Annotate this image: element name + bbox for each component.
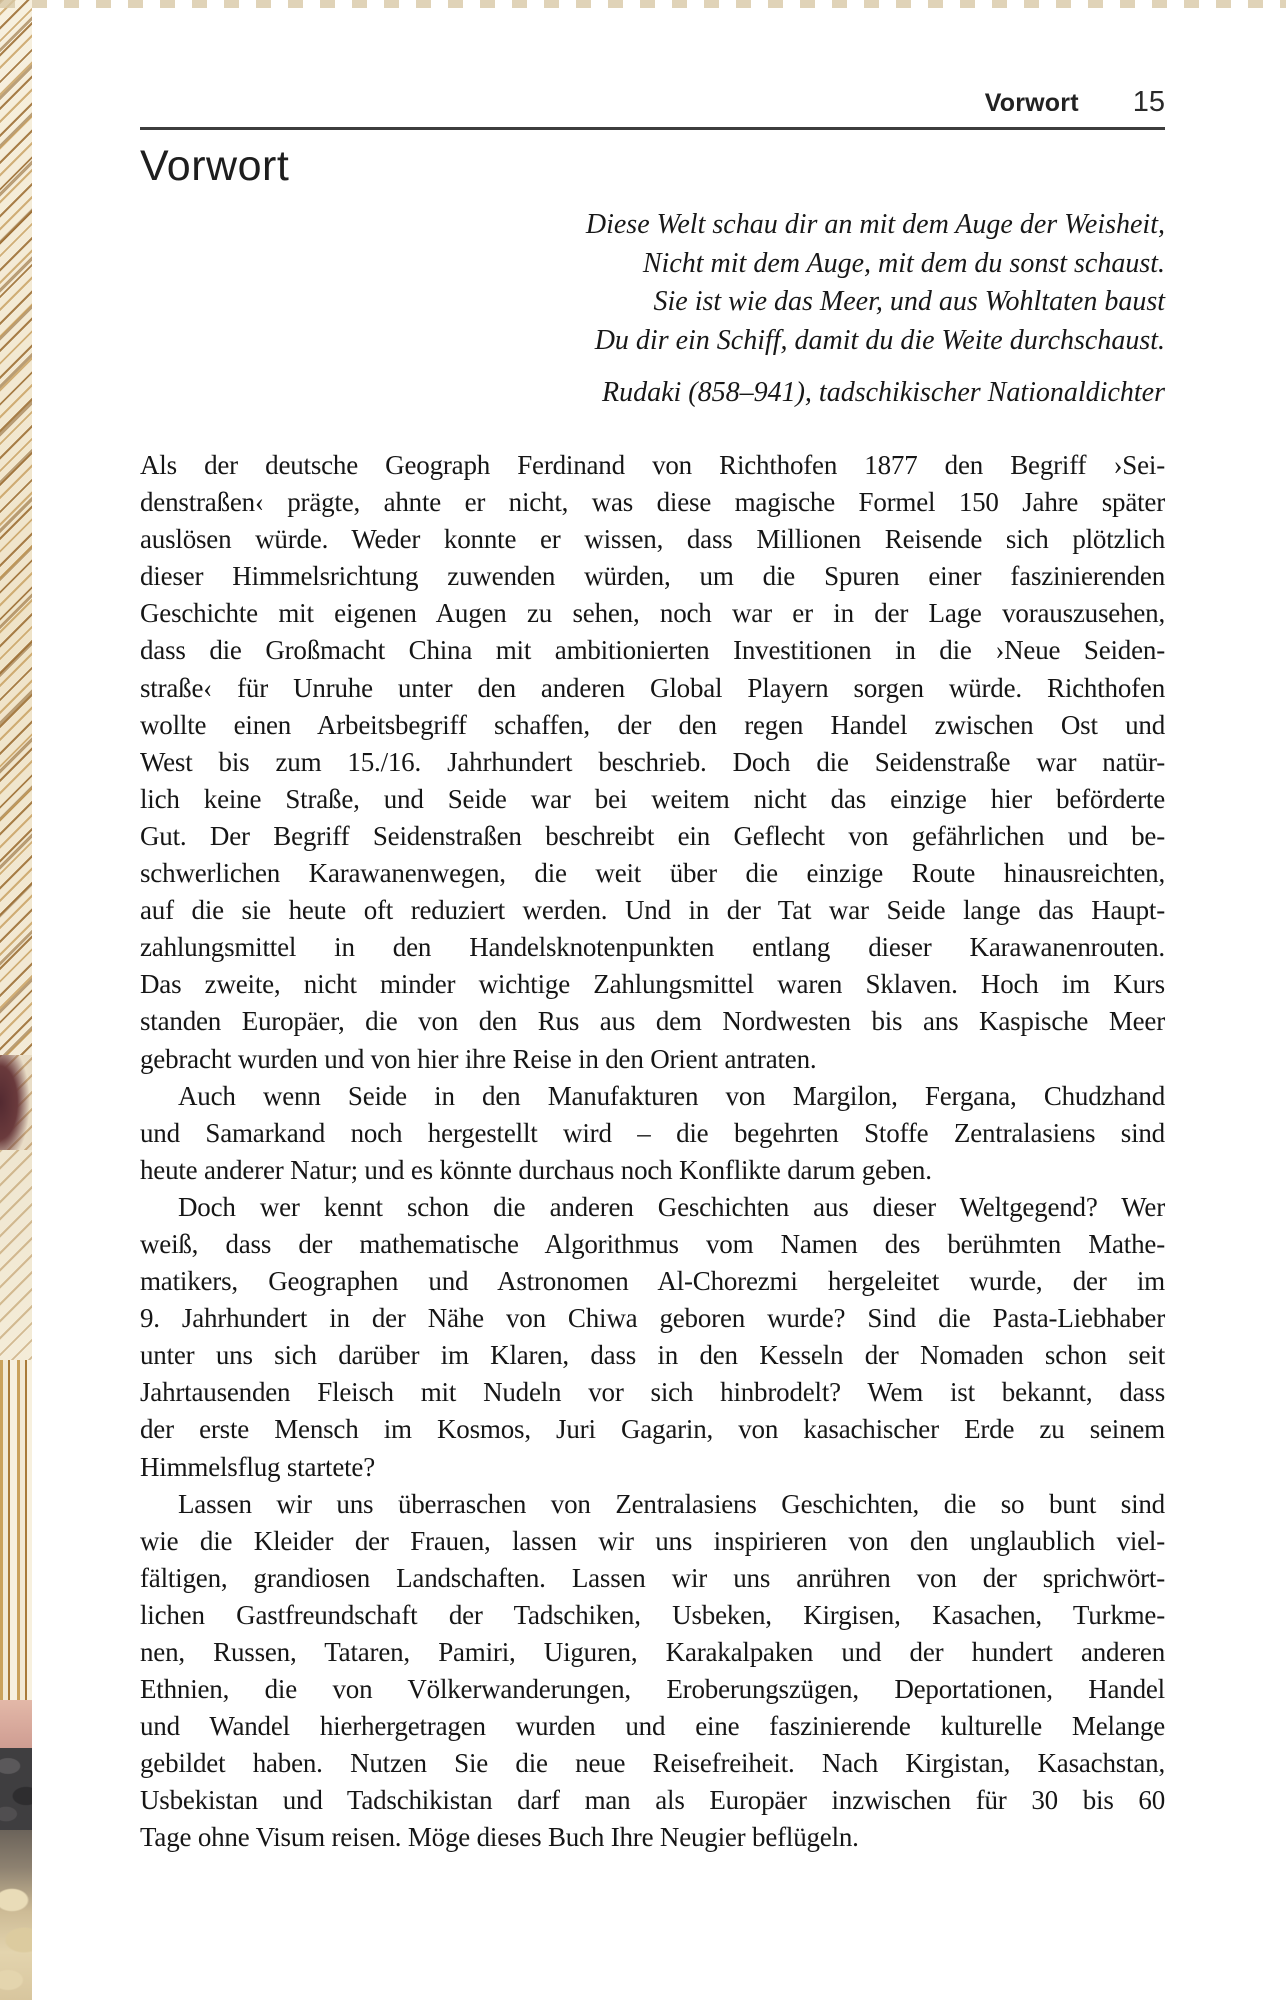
texture-maroon-blob [0, 1055, 32, 1150]
header-rule [140, 127, 1165, 130]
text-line: Jahrtausenden Fleisch mit Nudeln vor sich hinbrodelt? Wem ist bekannt, dass [140, 1377, 1165, 1408]
page-number: 15 [1132, 86, 1165, 118]
text-line: und Wandel hierhergetragen wurden und eine faszinierende kulturelle Melange [140, 1711, 1165, 1742]
text-line: lich keine Straße, und Seide war bei weitem nicht das einzige hier beförderte [140, 783, 1165, 814]
poem-line: Sie ist wie das Meer, und aus Wohltaten baust [653, 286, 1165, 317]
text-line: Geschichte mit eigenen Augen zu sehen, noch war er in der Lage vorauszusehen, [140, 598, 1165, 629]
poem-line: Nicht mit dem Auge, mit dem du sonst schaust. [642, 247, 1165, 279]
text-line: Usbekistan und Tadschikistan darf man als Europäer inzwischen für 30 bis 60 [140, 1785, 1165, 1816]
text-line: dass die Großmacht China mit ambitionierten Investitionen in die ›Neue Seiden- [140, 635, 1165, 666]
epigraph-attribution: Rudaki (858–941), tadschikischer Nationaldichter [601, 377, 1165, 408]
top-edge-photo-texture [0, 0, 1286, 8]
text-line: matikers, Geographen und Astronomen Al-Chorezmi hergeleitet wurde, der im [140, 1266, 1165, 1297]
text-line: 9. Jahrhundert in der Nähe von Chiwa geboren wurde? Sind die Pasta-Liebhaber [140, 1303, 1165, 1334]
text-line: Gut. Der Begriff Seidenstraßen beschreibt ein Geflecht von gefährlichen und be- [140, 820, 1165, 851]
text-line: gebracht wurden und von hier ihre Reise in den Orient antraten. [140, 1043, 817, 1074]
text-line: Das zweite, nicht minder wichtige Zahlungsmittel waren Sklaven. Hoch im Kurs [140, 969, 1165, 1000]
text-line: Tage ohne Visum reisen. Möge dieses Buch Ihre Neugier beflügeln. [140, 1822, 859, 1853]
text-line: wollte einen Arbeitsbegriff schaffen, der den regen Handel zwischen Ost und [140, 709, 1165, 740]
left-edge-photo-texture [0, 0, 32, 2000]
texture-vertical-sticks [0, 1360, 32, 1700]
text-line: auf die sie heute oft reduziert werden. Und in der Tat war Seide lange das Haupt- [140, 895, 1165, 926]
text-line: Als der deutsche Geograph Ferdinand von Richthofen 1877 den Begriff ›Sei- [140, 450, 1165, 480]
body-text [140, 447, 1165, 1857]
text-line: der erste Mensch im Kosmos, Juri Gagarin, von kasachischer Erde zu seinem [140, 1414, 1165, 1445]
epigraph-poem [140, 206, 1165, 360]
text-line: auslösen würde. Weder konnte er wissen, dass Millionen Reisende sich plötzlich [140, 524, 1165, 555]
paragraph [140, 1078, 1165, 1189]
text-line: Auch wenn Seide in den Manufakturen von Margilon, Fergana, Chudzhand [178, 1080, 1165, 1111]
text-line: unter uns sich darüber im Klaren, dass in den Kesseln der Nomaden schon seit [140, 1340, 1165, 1371]
chapter-title: Vorwort [140, 142, 290, 190]
texture-light-wood [0, 1150, 32, 1360]
poem-line: Diese Welt schau dir an mit dem Auge der Weisheit, [585, 209, 1165, 240]
text-line: Doch wer kennt schon die anderen Geschichten aus dieser Weltgegend? Wer [178, 1191, 1165, 1222]
text-line: Lassen wir uns überraschen von Zentralasiens Geschichten, die so bunt sind [178, 1488, 1165, 1519]
paragraph [140, 1189, 1165, 1486]
text-line: standen Europäer, die von den Rus aus dem Nordwesten bis ans Kaspische Meer [140, 1006, 1165, 1037]
texture-diagonal-wood [0, 0, 32, 1055]
running-head-title: Vorwort [984, 89, 1079, 117]
text-line: weiß, dass der mathematische Algorithmus vom Namen des berühmten Mathe- [140, 1228, 1165, 1259]
text-line: dieser Himmelsrichtung zuwenden würden, um die Spuren einer faszinierenden [140, 561, 1165, 592]
text-line: lichen Gastfreundschaft der Tadschiken, Usbeken, Kirgisen, Kasachen, Turkme- [140, 1599, 1165, 1630]
text-line: zahlungsmittel in den Handelsknotenpunkten entlang dieser Karawanenrouten. [140, 932, 1165, 963]
texture-pink-band [0, 1700, 32, 1748]
text-line: denstraßen‹ prägte, ahnte er nicht, was diese magische Formel 150 Jahre später [140, 487, 1165, 518]
text-line: heute anderer Natur; und es könnte durchaus noch Konflikte darum geben. [140, 1154, 932, 1185]
text-line: West bis zum 15./16. Jahrhundert beschrieb. Doch die Seidenstraße war natür- [140, 746, 1165, 777]
text-line: straße‹ für Unruhe unter den anderen Global Playern sorgen würde. Richthofen [140, 672, 1165, 703]
text-line: Himmelsflug startete? [140, 1451, 375, 1482]
text-line: schwerlichen Karawanenwegen, die weit über die einzige Route hinausreichten, [140, 858, 1165, 889]
texture-light-stones [0, 1830, 32, 2000]
text-line: und Samarkand noch hergestellt wird – die begehrten Stoffe Zentralasiens sind [140, 1117, 1165, 1148]
text-line: Ethnien, die von Völkerwanderungen, Eroberungszügen, Deportationen, Handel [140, 1674, 1165, 1705]
paragraph [140, 1486, 1165, 1857]
text-line: wie die Kleider der Frauen, lassen wir uns inspirieren von den unglaublich viel- [140, 1525, 1165, 1556]
text-line: fältigen, grandiosen Landschaften. Lassen wir uns anrühren von der sprichwört- [140, 1562, 1165, 1593]
poem-line: Du dir ein Schiff, damit du die Weite durchschaust. [594, 324, 1165, 356]
paragraph [140, 447, 1165, 1078]
text-line: nen, Russen, Tataren, Pamiri, Uiguren, Karakalpaken und der hundert anderen [140, 1637, 1165, 1667]
running-head [140, 86, 1165, 119]
text-line: gebildet haben. Nutzen Sie die neue Reisefreiheit. Nach Kirgistan, Kasachstan, [140, 1748, 1165, 1779]
texture-dark-stones [0, 1748, 32, 1830]
